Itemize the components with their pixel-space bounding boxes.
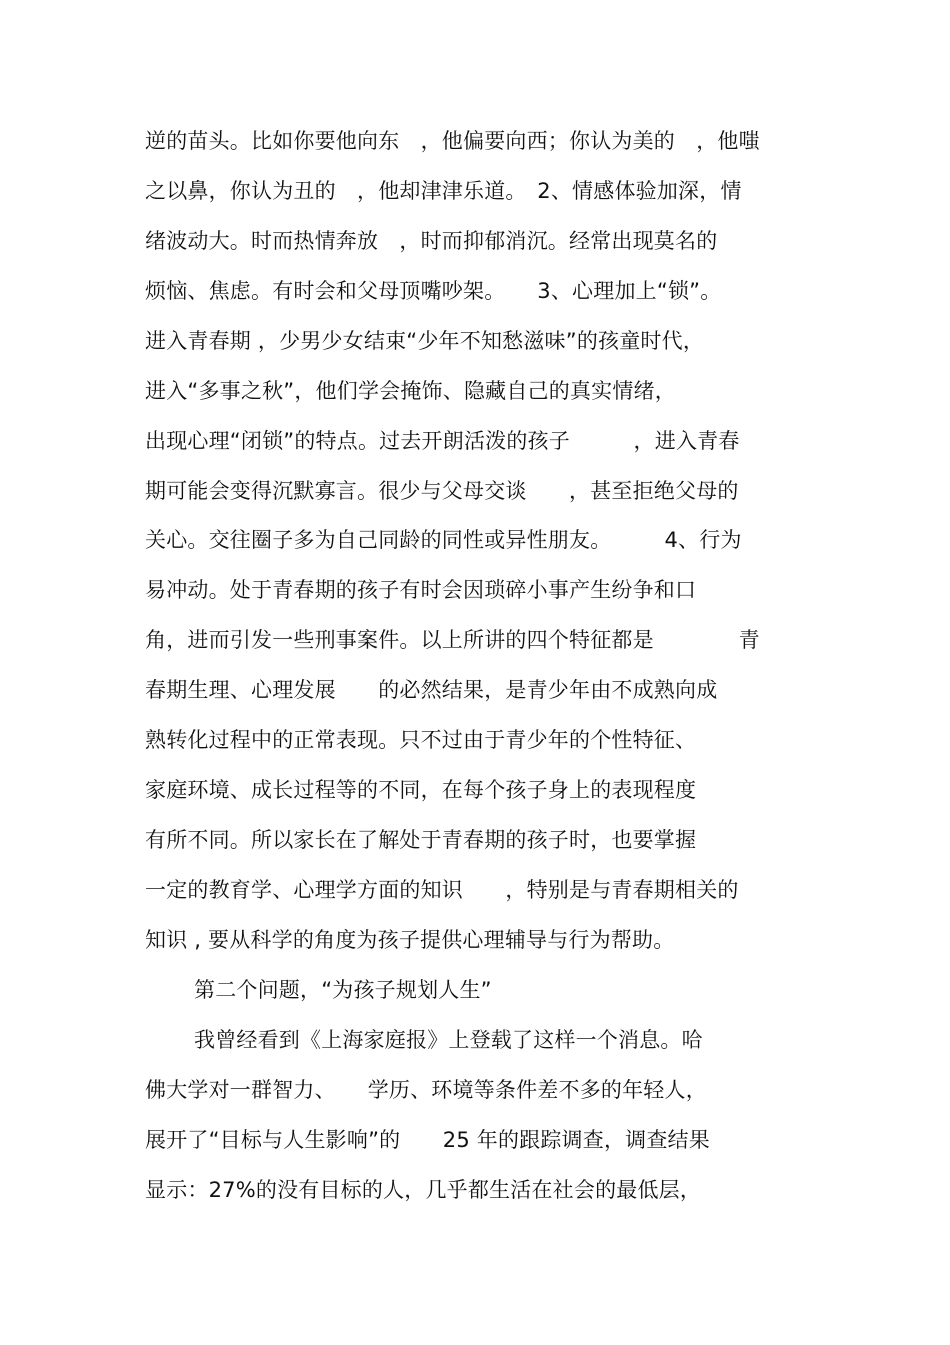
text-line: 一定的教育学、心理学方面的知识 ，特别是与青春期相关的	[145, 878, 739, 902]
text-line: 佛大学对一群智力、 学历、环境等条件差不多的年轻人，	[145, 1078, 707, 1102]
text-line: 期可能会变得沉默寡言。很少与父母交谈 ，甚至拒绝父母的	[145, 479, 739, 503]
text-line: 进入“多事之秋”，他们学会掩饰、隐藏自己的真实情绪，	[145, 379, 676, 403]
text-line: 出现心理“闭锁”的特点。过去开朗活泼的孩子 ，进入青春	[145, 429, 740, 453]
section-heading: 第二个问题，“为孩子规划人生”	[194, 978, 492, 1002]
text-line: 展开了“目标与人生影响”的 25 年的跟踪调查，调查结果	[145, 1128, 710, 1152]
text-line: 家庭环境、成长过程等的不同，在每个孩子身上的表现程度	[145, 778, 697, 802]
text-line: 有所不同。所以家长在了解处于青春期的孩子时，也要掌握	[145, 828, 697, 852]
text-line: 知识 , 要从科学的角度为孩子提供心理辅导与行为帮助。	[145, 928, 675, 952]
text-line: 进入青春期 ，少男少女结束“少年不知愁滋味”的孩童时代，	[145, 329, 705, 353]
text-line: 我曾经看到《上海家庭报》上登载了这样一个消息。哈	[194, 1028, 703, 1052]
text-line: 烦恼、焦虑。有时会和父母顶嘴吵架。 3、心理加上“锁”。	[145, 279, 722, 303]
text-line: 逆的苗头。比如你要他向东 ，他偏要向西；你认为美的 ，他嗤	[145, 129, 760, 153]
text-line: 显示：27%的没有目标的人，几乎都生活在社会的最低层，	[145, 1178, 702, 1202]
text-line: 春期生理、心理发展 的必然结果，是青少年由不成熟向成	[145, 678, 718, 702]
text-line: 熟转化过程中的正常表现。只不过由于青少年的个性特征、	[145, 728, 697, 752]
text-line: 角，进而引发一些刑事案件。以上所讲的四个特征都是 青	[145, 628, 760, 652]
text-line: 之以鼻，你认为丑的 ，他却津津乐道。 2、情感体验加深，情	[145, 179, 742, 203]
text-line: 易冲动。处于青春期的孩子有时会因琐碎小事产生纷争和口	[145, 578, 697, 602]
text-line: 绪波动大。时而热情奔放 ，时而抑郁消沉。经常出现莫名的	[145, 229, 718, 253]
text-line: 关心。交往圈子多为自己同龄的同性或异性朋友。 4、行为	[145, 528, 742, 552]
